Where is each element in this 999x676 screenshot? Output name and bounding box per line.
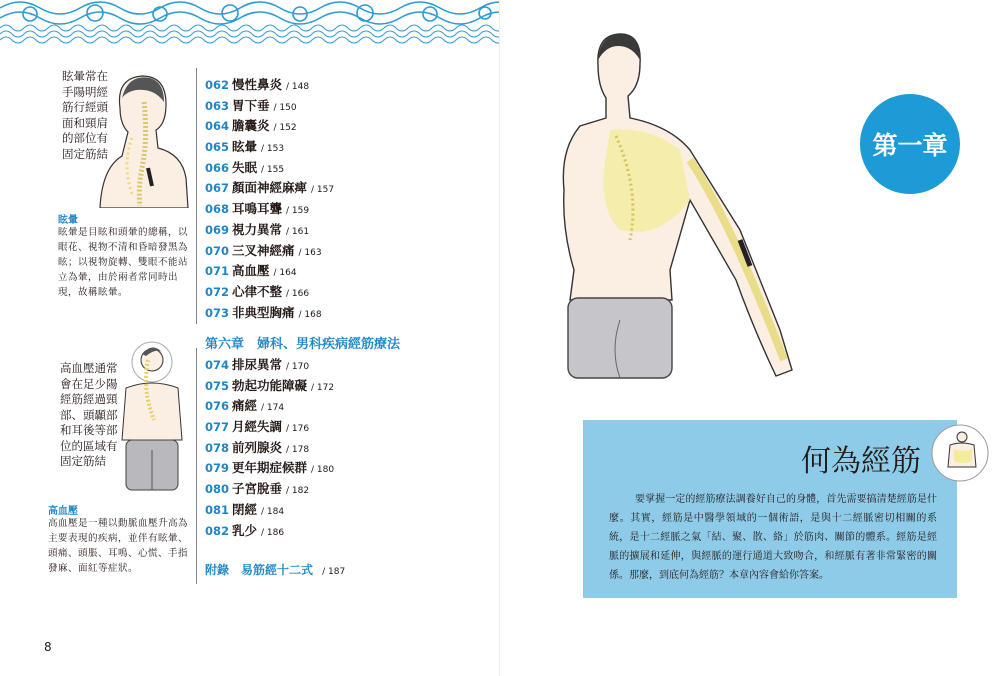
toc-page: / 170 xyxy=(286,362,310,372)
toc-title: 子宮脫垂 xyxy=(232,481,283,497)
toc-title: 勃起功能障礙 xyxy=(232,377,308,393)
page-gutter xyxy=(499,0,500,676)
toc-page: / 152 xyxy=(273,123,297,134)
toc-number: 064 xyxy=(205,119,230,134)
toc-number: 070 xyxy=(205,243,230,258)
toc-page: / 172 xyxy=(311,382,335,393)
toc-page: / 176 xyxy=(286,424,310,435)
toc-title: 痛經 xyxy=(232,398,258,414)
toc-title: 月經失調 xyxy=(232,419,283,435)
toc-page: / 166 xyxy=(286,288,310,299)
appendix-page: / 187 xyxy=(322,567,346,577)
toc-entry[interactable] xyxy=(205,178,445,199)
toc-page: / 174 xyxy=(261,403,285,414)
caption-line: 和耳後等部 xyxy=(60,423,118,437)
toc-page: / 161 xyxy=(286,226,310,237)
toc-rule xyxy=(196,348,197,584)
hypertension-illustration xyxy=(112,340,192,500)
toc-title: 胃下垂 xyxy=(232,97,270,113)
toc-page: / 150 xyxy=(273,102,297,113)
toc-title: 高血壓 xyxy=(232,263,270,279)
toc-number: 080 xyxy=(205,482,230,497)
toc-number: 068 xyxy=(205,202,230,217)
toc-number: 082 xyxy=(205,523,230,538)
hypertension-description: 高血壓是一種以動脈血壓升高為主要表現的疾病，並伴有眩暈、頭痛、頭脹、耳鳴、心慌、手指發麻、面紅等症狀。 xyxy=(48,518,189,574)
box-text: 要掌握一定的經筋療法調養好自己的身體，首先需要搞清楚經筋是什麼。其實，經筋是中醫學領域的一個術語，是與十二經脈密切相關的系統，是十二經脈之氣「結、聚、散、絡」於筋肉、關節的體系。經筋是經脈的擴展和延伸，與經脈的運行通道大致吻合，和經脈有著非常緊密的關係。那麼，到底何為經筋？本章內容會給你答案。 xyxy=(609,494,937,581)
toc-page: / 163 xyxy=(298,247,322,258)
toc-number: 078 xyxy=(205,440,230,455)
toc-number: 067 xyxy=(205,181,230,196)
toc-title: 耳鳴耳聾 xyxy=(232,201,283,217)
toc-number: 071 xyxy=(205,264,230,279)
caption-line: 高血壓通常 xyxy=(60,361,118,375)
toc-entry[interactable] xyxy=(205,261,445,282)
toc-entry[interactable] xyxy=(205,75,445,96)
toc-page: / 182 xyxy=(286,486,310,497)
toc-entry[interactable] xyxy=(205,96,445,117)
caption-line: 經筋經過頸 xyxy=(60,392,118,406)
toc-title: 失眠 xyxy=(232,159,258,175)
caption-line: 的部位有 xyxy=(62,131,108,145)
caption-line: 眩暈常在 xyxy=(62,69,108,83)
toc-title: 慢性鼻炎 xyxy=(232,77,283,92)
vertigo-description: 眩暈是目眩和頭暈的總稱，以眼花、視物不清和昏暗發黑為眩；以視物旋轉、雙眼不能站立為暈，由於兩者常同時出現，故稱眩暈。 xyxy=(58,227,189,298)
toc-number: 075 xyxy=(205,378,230,393)
toc-number: 072 xyxy=(205,284,230,299)
toc-entry[interactable] xyxy=(205,199,445,220)
chapter-badge: 第一章 xyxy=(860,94,960,194)
toc-entry[interactable] xyxy=(205,458,445,479)
chapter-six-heading[interactable]: 第六章 婦科、男科疾病經筋療法 xyxy=(205,337,401,352)
toc-number: 066 xyxy=(205,160,230,175)
toc-number: 065 xyxy=(205,140,230,155)
toc-page: / 184 xyxy=(261,506,285,517)
caption-line: 會在足少陽 xyxy=(60,376,118,391)
toc-entry[interactable] xyxy=(205,303,445,324)
toc-title: 閉經 xyxy=(232,501,258,517)
toc-page: / 178 xyxy=(286,444,310,455)
toc-title: 心律不整 xyxy=(232,283,283,299)
toc-entry[interactable] xyxy=(205,396,445,417)
toc-page: / 159 xyxy=(286,206,310,217)
toc-title: 更年期症候群 xyxy=(232,460,308,476)
toc-list xyxy=(205,355,445,541)
toc-rule xyxy=(196,68,197,324)
toc-page: / 186 xyxy=(261,527,285,538)
toc-entry[interactable] xyxy=(205,355,445,376)
toc-entry[interactable] xyxy=(205,479,445,500)
toc-entry[interactable] xyxy=(205,417,445,438)
appendix-entry[interactable] xyxy=(205,559,345,578)
hypertension-title: 高血壓 xyxy=(48,506,78,517)
box-title: 何為經筋 xyxy=(801,444,921,479)
toc-number: 063 xyxy=(205,98,230,113)
caption-line: 面和頸肩 xyxy=(62,115,108,130)
toc-page: / 155 xyxy=(261,164,285,175)
toc-list xyxy=(205,75,445,323)
appendix-label: 附錄 易筋經十二式 xyxy=(205,563,314,577)
toc-title: 顏面神經麻痺 xyxy=(232,180,308,196)
toc-entry[interactable] xyxy=(205,438,445,459)
vertigo-title: 眩暈 xyxy=(58,215,78,226)
page-number: 8 xyxy=(44,640,52,654)
toc-title: 排尿異常 xyxy=(232,357,283,372)
toc-title: 眩暈 xyxy=(232,139,258,155)
caption-line: 筋行經頭 xyxy=(62,100,108,114)
toc-page: / 153 xyxy=(261,144,285,155)
toc-title: 膽囊炎 xyxy=(232,118,270,134)
small-figure-thumbnail xyxy=(930,423,990,483)
toc-number: 076 xyxy=(205,399,230,414)
toc-entry[interactable] xyxy=(205,241,445,262)
toc-page: / 164 xyxy=(273,268,297,279)
caption-line: 固定筋結 xyxy=(62,146,108,161)
toc-entry[interactable] xyxy=(205,376,445,397)
toc-title: 非典型胸痛 xyxy=(232,304,295,320)
toc-entry[interactable] xyxy=(205,220,445,241)
toc-page: / 148 xyxy=(286,82,310,92)
toc-number: 077 xyxy=(205,420,230,435)
caption-line: 固定筋結 xyxy=(60,454,106,468)
toc-number: 069 xyxy=(205,222,230,237)
caption-line: 部、頭顳部 xyxy=(60,407,118,422)
toc-entry[interactable] xyxy=(205,116,445,137)
toc-title: 前列腺炎 xyxy=(232,439,283,455)
toc-number: 081 xyxy=(205,502,230,517)
toc-entry[interactable] xyxy=(205,137,445,158)
toc-number: 062 xyxy=(205,78,230,92)
toc-entry[interactable] xyxy=(205,282,445,303)
toc-page: / 180 xyxy=(311,465,335,476)
toc-number: 074 xyxy=(205,358,230,372)
hypertension-caption xyxy=(60,361,118,470)
wave-pattern-header xyxy=(0,0,500,44)
intro-box xyxy=(583,420,957,598)
toc-number: 079 xyxy=(205,461,230,476)
toc-page: / 157 xyxy=(311,185,335,196)
toc-entry[interactable] xyxy=(205,521,445,542)
toc-title: 乳少 xyxy=(232,522,258,538)
vertigo-caption xyxy=(62,69,108,162)
toc-entry[interactable] xyxy=(205,500,445,521)
toc-title: 三叉神經痛 xyxy=(232,242,295,258)
toc-entry[interactable] xyxy=(205,158,445,179)
toc-number: 073 xyxy=(205,305,230,320)
caption-line: 位的區域有 xyxy=(60,438,118,453)
anatomy-figure xyxy=(540,30,810,390)
toc-page: / 168 xyxy=(298,309,322,320)
toc-title: 視力異常 xyxy=(232,221,283,237)
caption-line: 手陽明經 xyxy=(62,84,108,99)
